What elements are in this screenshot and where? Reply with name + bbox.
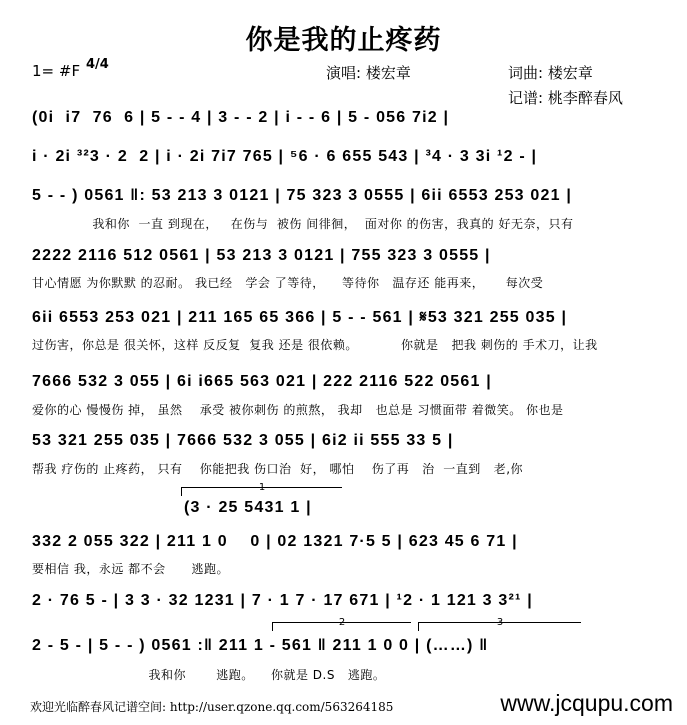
footer-link-text: 欢迎光临醉春风记谱空间: http://user.qzone.qq.com/563264185 [30, 700, 394, 714]
lyrics-row-7: 帮我 疗伤的 止疼药， 只有 你能把我 伤口治 好， 哪怕 伤了再 治 一直到 老,你 [32, 462, 524, 476]
score-row-6: 7666 532 3 055 | 6i i665 563 021 | 222 2116 522 0561 | [32, 373, 492, 390]
lyrics-row-6: 爱你的心 慢慢伤 掉， 虽然 承受 被你刺伤 的煎熬， 我却 也总是 习惯面带 着微笑。 你也是 [32, 403, 564, 417]
score-row-8: 332 2 055 322 | 211 1 0 0 | 02 1321 7·5 5 | 623 45 6 71 | [32, 533, 518, 550]
score-row-8a: (3 · 25 5431 1 | [184, 499, 312, 516]
time-signature: 4/4 [86, 57, 109, 72]
lyrics-row-10: 我和你 逃跑。 你就是 D.S 逃跑。 [32, 668, 386, 682]
song-title: 你是我的止疼药 [245, 25, 442, 56]
transcriber: 记谱: 桃李醉春风 [508, 89, 623, 107]
volta-2-label: 2 [338, 617, 346, 628]
volta-3 [418, 617, 581, 631]
volta-1-label: 1 [258, 482, 266, 493]
lyrics-row-4: 甘心情愿 为你默默 的忍耐。 我已经 学会 了等待， 等待你 温存还 能再来， 每次受 [32, 276, 544, 290]
score-row-10: 2 - 5 - | 5 - - ) 0561 :‖ 211 1 - 561 ‖ 211 1 0 0 | (……) ‖ [32, 637, 489, 654]
key-signature: 1= #F [32, 62, 81, 80]
score-row-4: 2222 2116 512 0561 | 53 213 3 0121 | 755 323 3 0555 | [32, 247, 491, 264]
watermark-logo: www.jcqupu.com [500, 690, 673, 716]
lyrics-row-3: 我和你 一直 到现在， 在伤与 被伤 间徘徊， 面对你 的伤害，我真的 好无奈，只有 [32, 217, 574, 231]
score-row-9: 2 · 76 5 - | 3 3 · 32 1231 | 7 · 1 7 · 17 671 | ¹2 · 1 121 3 3²¹ | [32, 592, 533, 609]
lyrics-row-8: 要相信 我，永远 都不会 逃跑。 [32, 562, 230, 576]
singer: 演唱: 楼宏章 [326, 64, 411, 82]
score-row-3: 5 - - ) 0561 ‖: 53 213 3 0121 | 75 323 3 0555 | 6ii 6553 253 021 | [32, 187, 573, 204]
score-row-2: i · 2i ³²3 · 2 2 | i · 2i 7i7 765 | ⁵6 · 6 655 543 | ³4 · 3 3i ¹2 - | [32, 148, 538, 165]
score-row-7: 53 321 255 035 | 7666 532 3 055 | 6i2 ii 555 33 5 | [32, 432, 454, 449]
volta-3-label: 3 [496, 617, 504, 628]
composer: 词曲: 楼宏章 [508, 64, 593, 82]
score-row-5: 6ii 6553 253 021 | 211 165 65 366 | 5 - - 561 | 𝄋53 321 255 035 | [32, 309, 568, 326]
volta-2 [272, 617, 411, 631]
volta-1 [181, 482, 342, 496]
lyrics-row-5: 过伤害，你总是 很关怀，这样 反反复 复我 还是 很依赖。 你就是 把我 刺伤的 手术刀，让我 [32, 338, 598, 352]
score-row-1: (0i i7 76 6 | 5 - - 4 | 3 - - 2 | i - - 6 | 5 - 056 7i2 | [32, 109, 450, 126]
